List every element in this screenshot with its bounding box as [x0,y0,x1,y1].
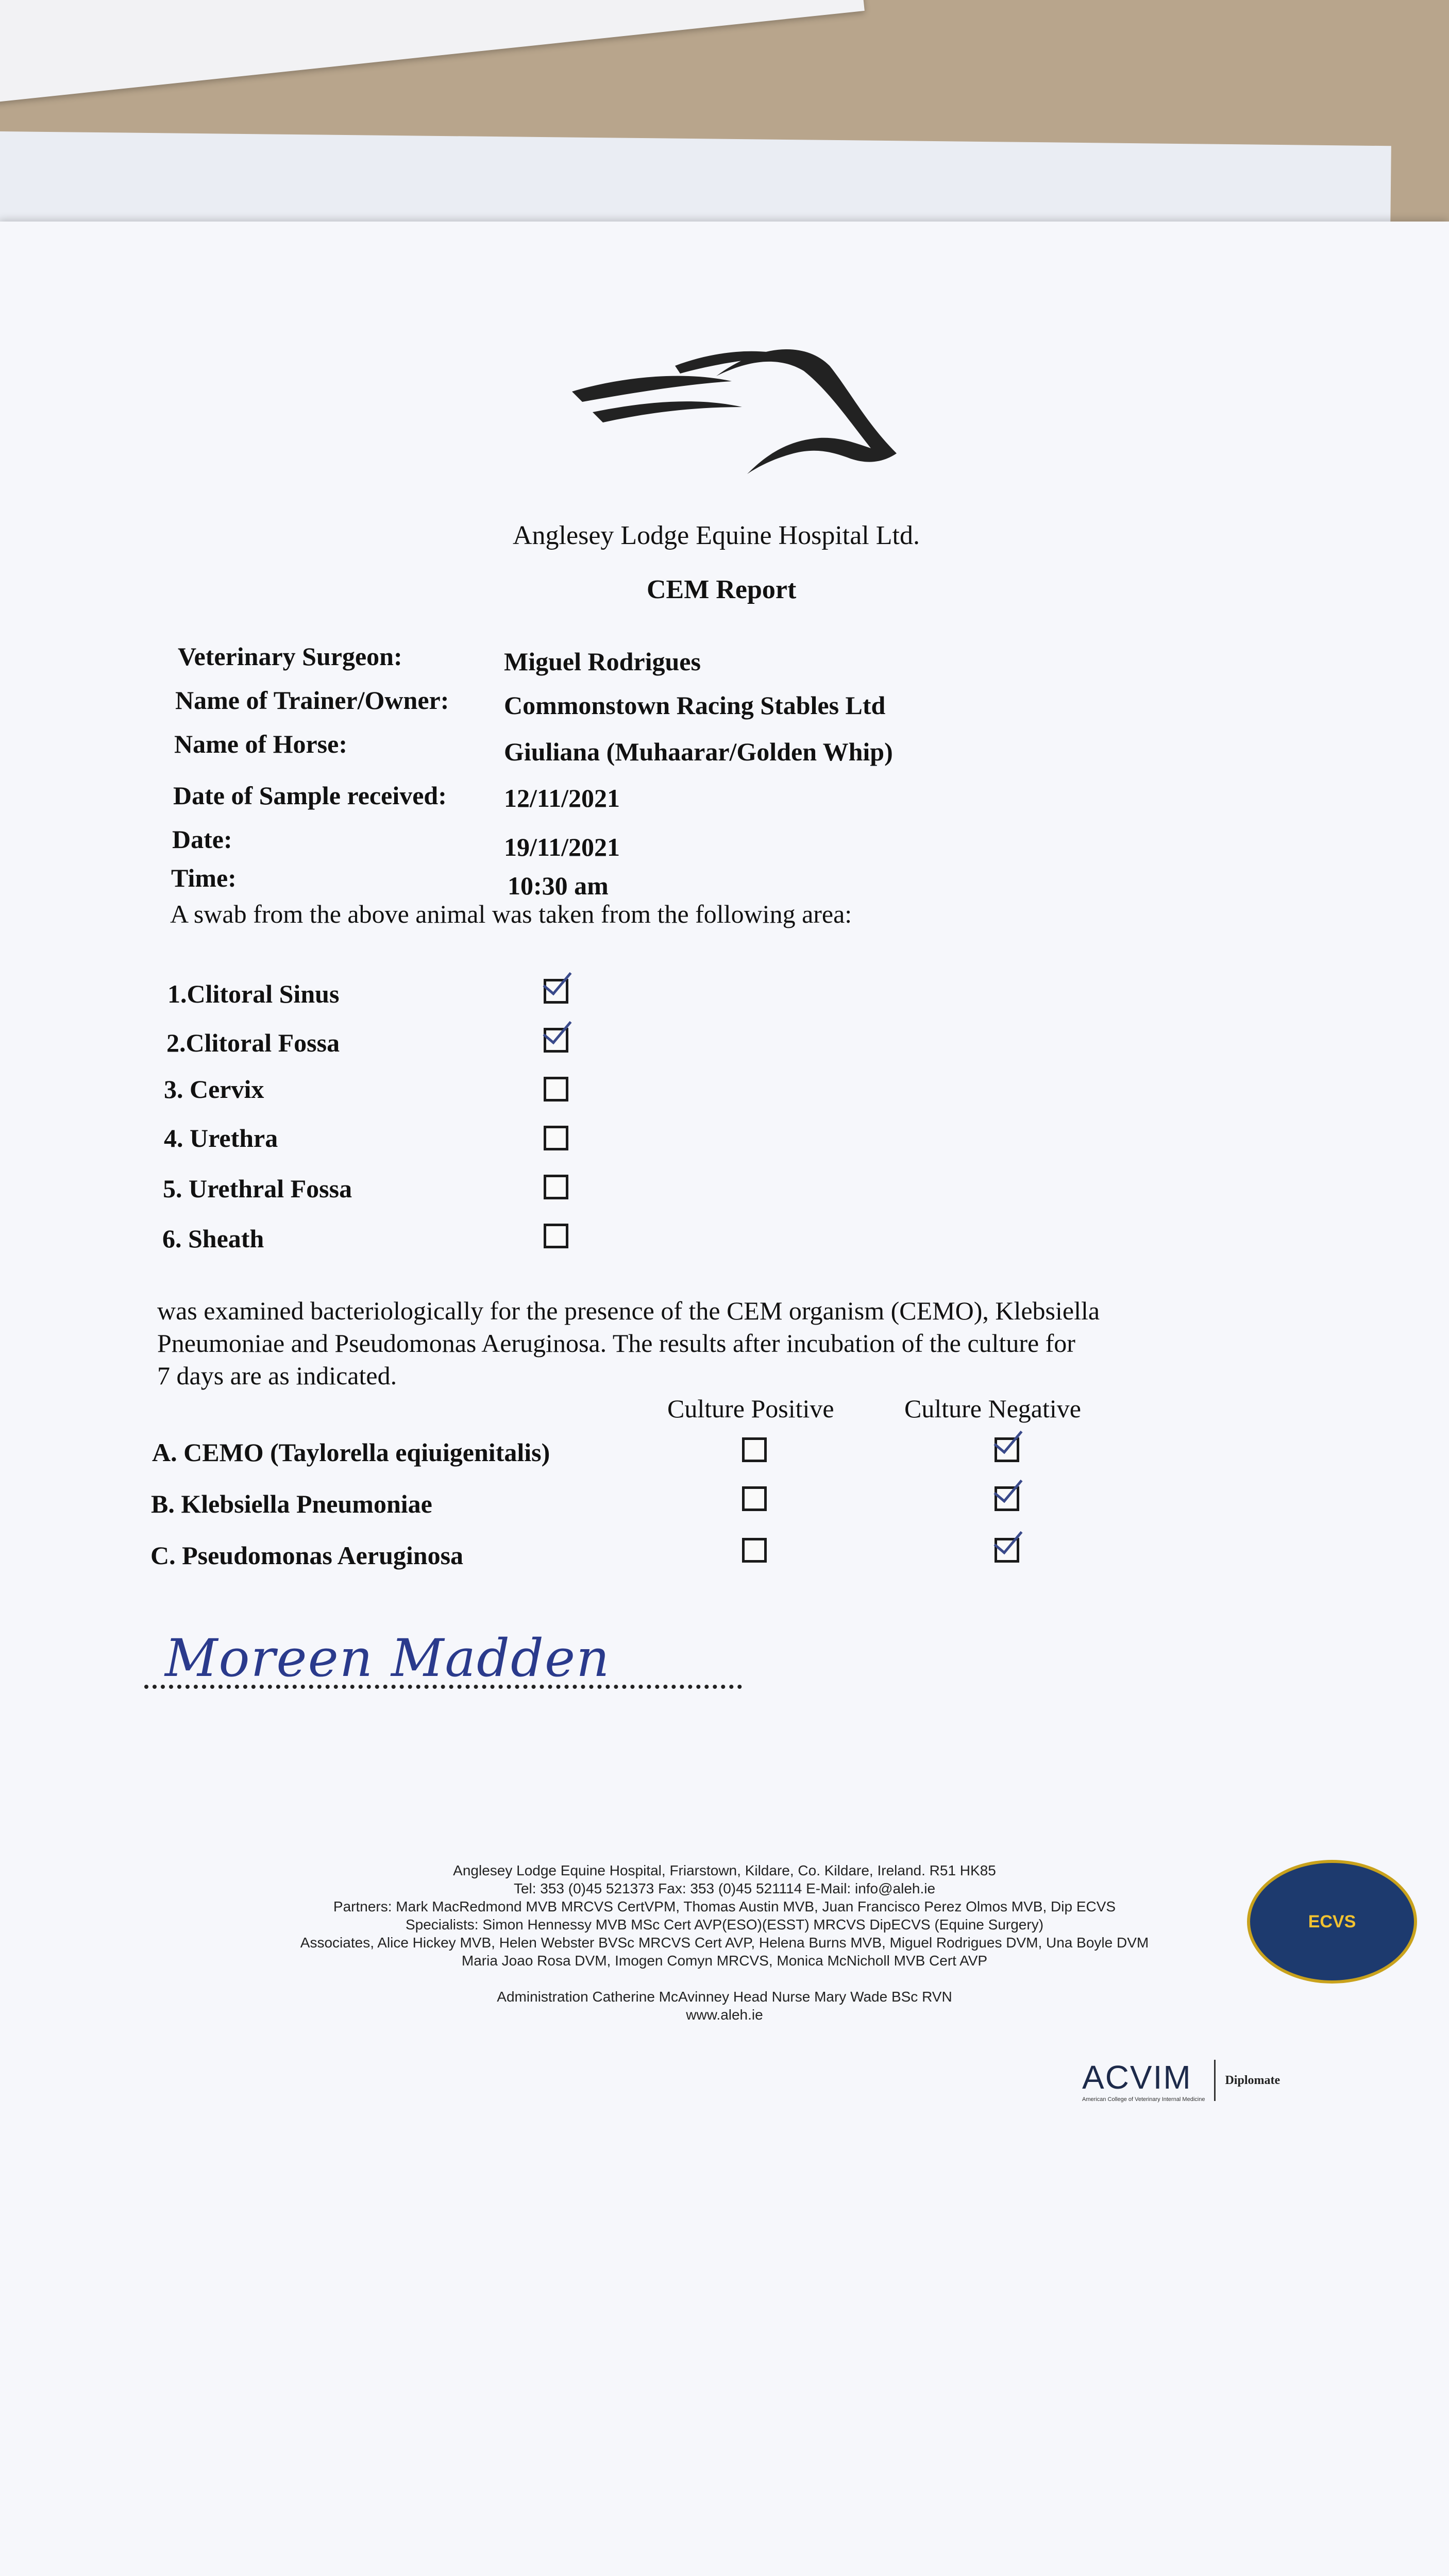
swab-intro: A swab from the above animal was taken from the following area: [170,900,852,928]
swab-checkbox-cervix[interactable] [544,1077,568,1101]
swab-checkbox-clitoral-sinus[interactable] [544,979,568,1004]
footer-partners: Partners: Mark MacRedmond MVB MRCVS CertVPM, Thomas Austin MVB, Juan Francisco Perez Olmos MVB, Dip ECVS [333,1899,1116,1914]
swab-checkbox-clitoral-fossa[interactable] [544,1028,568,1053]
result-label-pseudomonas: C. Pseudomonas Aeruginosa [150,1541,464,1570]
footer-contact: Tel: 353 (0)45 521373 Fax: 353 (0)45 521114 E-Mail: info@aleh.ie [513,1880,936,1896]
swab-checkbox-urethral-fossa[interactable] [544,1175,568,1199]
header-culture-negative: Culture Negative [904,1394,1081,1423]
cem-report-page [0,222,1449,2576]
footer-specialists: Specialists: Simon Hennessy MVB MSc Cert AVP(ESO)(ESST) MRCVS DipECVS (Equine Surgery) [405,1917,1044,1933]
result-label-klebsiella: B. Klebsiella Pneumoniae [151,1489,432,1518]
result-label-cemo: A. CEMO (Taylorella eqiuigenitalis) [152,1438,550,1467]
acvim-logo [1082,2058,1280,2103]
swab-area-label: 2.Clitoral Fossa [166,1028,340,1057]
swab-area-label: 3. Cervix [164,1075,264,1104]
swab-area-label: 1.Clitoral Sinus [167,979,340,1008]
field-value-vet: Miguel Rodrigues [504,647,701,676]
footer-address: Anglesey Lodge Equine Hospital, Friarstown, Kildare, Co. Kildare, Ireland. R51 HK85 [453,1862,996,1878]
footer-associates-2: Maria Joao Rosa DVM, Imogen Comyn MRCVS, Monica McNicholl MVB Cert AVP [461,1953,988,1969]
exam-text-line: 7 days are as indicated. [157,1361,397,1390]
exam-text-line: Pneumoniae and Pseudomonas Aeruginosa. The results after incubation of the culture for [157,1329,1075,1358]
hospital-name: Anglesey Lodge Equine Hospital Ltd. [513,521,920,550]
field-label-time: Time: [171,863,237,892]
result-negative-checkbox-klebsiella[interactable] [995,1486,1019,1511]
field-value-horse: Giuliana (Muhaarar/Golden Whip) [504,737,893,766]
signature: Moreen Madden [165,1628,611,1688]
result-positive-checkbox-klebsiella[interactable] [742,1486,767,1511]
horse-head-logo [562,335,912,484]
background-paper-sheet [0,0,865,103]
field-label-horse: Name of Horse: [174,730,347,758]
footer-website: www.aleh.ie [686,2007,763,2023]
signature-line [144,1685,742,1689]
swab-area-label: 6. Sheath [162,1224,264,1253]
swab-area-label: 4. Urethra [164,1124,278,1153]
swab-area-label: 5. Urethral Fossa [163,1174,352,1203]
field-value-date: 19/11/2021 [504,833,620,861]
exam-text-line: was examined bacteriologically for the presence of the CEM organism (CEMO), Klebsiella [157,1296,1100,1325]
field-value-time: 10:30 am [508,871,609,900]
result-positive-checkbox-cemo[interactable] [742,1437,767,1462]
field-label-received: Date of Sample received: [173,781,447,810]
field-label-vet: Veterinary Surgeon: [178,642,402,671]
acvim-logo-subtitle: American College of Veterinary Internal Medicine [1082,2096,1205,2103]
acvim-diplomate-label: Diplomate [1225,2073,1280,2087]
ecvs-seal-text: ECVS [1308,1911,1356,1931]
ecvs-seal-logo [1247,1860,1417,1984]
swab-checkbox-sheath[interactable] [544,1224,568,1248]
field-value-owner: Commonstown Racing Stables Ltd [504,691,886,720]
swab-checkbox-urethra[interactable] [544,1126,568,1150]
field-label-owner: Name of Trainer/Owner: [175,686,449,715]
footer-admin: Administration Catherine McAvinney Head Nurse Mary Wade BSc RVN [497,1989,952,2005]
field-value-received: 12/11/2021 [504,784,620,812]
report-title: CEM Report [647,575,797,604]
field-label-date: Date: [172,825,232,854]
footer-associates: Associates, Alice Hickey MVB, Helen Webster BVSc MRCVS Cert AVP, Helena Burns MVB, Miguel Rodrigues DVM, Una Boyle DVM [300,1935,1149,1951]
header-culture-positive: Culture Positive [667,1394,834,1423]
result-negative-checkbox-cemo[interactable] [995,1437,1019,1462]
result-negative-checkbox-pseudomonas[interactable] [995,1538,1019,1563]
result-positive-checkbox-pseudomonas[interactable] [742,1538,767,1563]
acvim-logo-text: ACVIM [1082,2059,1192,2096]
